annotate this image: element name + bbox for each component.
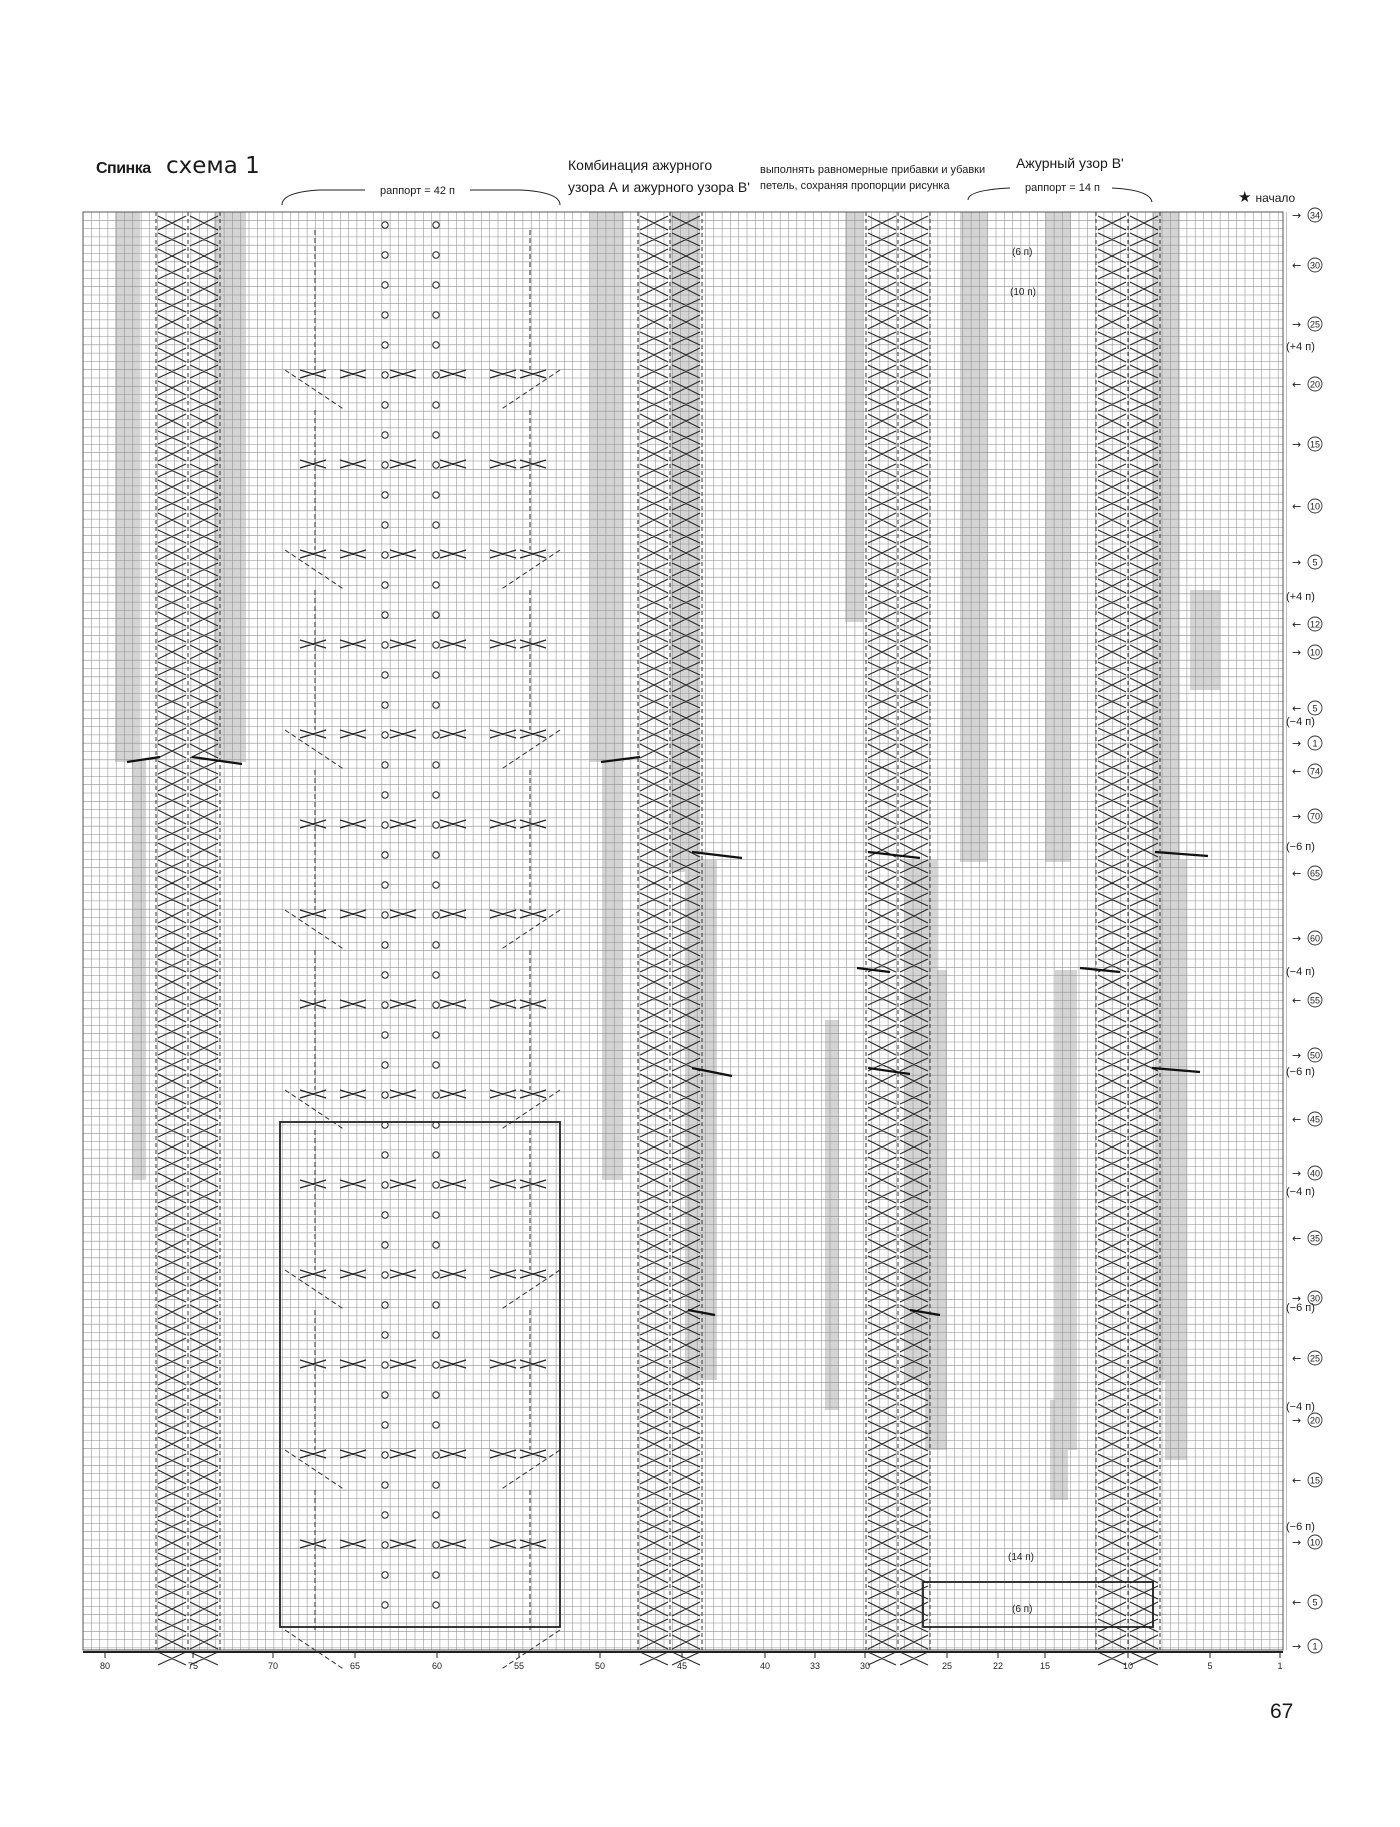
yarn-over-mark	[382, 1242, 388, 1248]
yarn-over-mark	[433, 312, 439, 318]
side-note: (−4 п)	[1286, 1186, 1315, 1198]
row-number: 20	[1309, 379, 1321, 390]
yarn-over-mark	[433, 1212, 439, 1218]
yarn-over-mark	[382, 672, 388, 678]
row-arrow: →	[1292, 737, 1302, 750]
yarn-over-mark	[433, 882, 439, 888]
row-arrow: →	[1292, 438, 1302, 451]
yarn-over-mark	[433, 1602, 439, 1608]
yarn-over-mark	[382, 822, 388, 828]
row-arrow: →	[1292, 1536, 1302, 1549]
row-arrow: ←	[1292, 1352, 1302, 1365]
yarn-over-mark	[433, 1032, 439, 1038]
row-number: 10	[1309, 647, 1321, 658]
side-note: (−6 п)	[1286, 1302, 1315, 1314]
repeat-14-label: раппорт = 14 п	[1025, 182, 1100, 194]
row-arrow: →	[1292, 932, 1302, 945]
column-number: 70	[267, 1661, 279, 1671]
yarn-over-mark	[382, 1182, 388, 1188]
yarn-over-mark	[382, 1272, 388, 1278]
column-number: 80	[99, 1661, 111, 1671]
yarn-over-mark	[382, 222, 388, 228]
yarn-over-mark	[433, 1152, 439, 1158]
row-arrow: ←	[1292, 618, 1302, 631]
row-number: 20	[1309, 1415, 1321, 1426]
yarn-over-mark	[433, 852, 439, 858]
yarn-over-mark	[433, 1542, 439, 1548]
row-number: 30	[1309, 1293, 1321, 1304]
yarn-over-mark	[433, 1422, 439, 1428]
column-number: 65	[349, 1661, 361, 1671]
yarn-over-mark	[433, 732, 439, 738]
yarn-over-mark	[433, 792, 439, 798]
yarn-over-mark	[382, 792, 388, 798]
row-number: 15	[1309, 439, 1321, 450]
row-arrow: →	[1292, 646, 1302, 659]
yarn-over-mark	[382, 1002, 388, 1008]
side-note: (+4 п)	[1286, 591, 1315, 603]
lace-outline	[285, 230, 560, 1670]
side-note: (−4 п)	[1286, 716, 1315, 728]
side-note: (−6 п)	[1286, 841, 1315, 853]
yarn-over-mark	[382, 252, 388, 258]
column-number: 1	[1277, 1661, 1283, 1671]
yarn-over-mark	[382, 1362, 388, 1368]
yarn-over-mark	[433, 972, 439, 978]
repeat-box	[280, 1122, 560, 1627]
combo-line-1: Комбинация ажурного	[568, 157, 713, 173]
repeat-bracket	[968, 188, 1152, 202]
row-number: 30	[1309, 260, 1321, 271]
yarn-over-mark	[382, 1032, 388, 1038]
shaded-band	[1165, 1080, 1187, 1460]
section-title: Спинка	[96, 160, 151, 177]
yarn-over-mark	[433, 672, 439, 678]
row-number: 34	[1309, 210, 1321, 221]
row-number: 74	[1309, 766, 1321, 777]
yarn-over-mark	[433, 1572, 439, 1578]
row-arrow: ←	[1292, 765, 1302, 778]
shaded-band	[685, 860, 717, 1380]
chart-title: схема 1	[166, 153, 260, 179]
side-note: (−6 п)	[1286, 1521, 1315, 1533]
note-line-1: выполнять равномерные прибавки и убавки	[760, 164, 986, 176]
row-arrow: →	[1292, 318, 1302, 331]
shaded-band	[1050, 1400, 1068, 1500]
yarn-over-mark	[382, 762, 388, 768]
row-number: 25	[1309, 1353, 1321, 1364]
start-label: начало	[1255, 191, 1296, 205]
row-number: 12	[1309, 619, 1321, 630]
yarn-over-mark	[382, 642, 388, 648]
row-number: 65	[1309, 868, 1321, 879]
row-number: 70	[1309, 811, 1321, 822]
row-number: 10	[1309, 1537, 1321, 1548]
row-arrow: ←	[1292, 1232, 1302, 1245]
yarn-over-mark	[382, 1602, 388, 1608]
decrease-mark	[868, 852, 920, 858]
row-number: 15	[1309, 1475, 1321, 1486]
yarn-over-mark	[433, 222, 439, 228]
yarn-over-mark	[433, 522, 439, 528]
yarn-over-mark	[433, 1272, 439, 1278]
yarn-over-mark	[433, 1062, 439, 1068]
row-arrow: →	[1292, 1640, 1302, 1653]
yarn-over-mark	[382, 582, 388, 588]
cable-stitches	[158, 216, 186, 1665]
row-arrow: ←	[1292, 1596, 1302, 1609]
column-number: 55	[513, 1661, 525, 1671]
pattern-b-heading: Ажурный узор В'	[1016, 155, 1124, 171]
shaded-band	[1045, 212, 1071, 862]
yarn-over-mark	[382, 1542, 388, 1548]
row-number: 50	[1309, 1050, 1321, 1061]
yarn-over-mark	[382, 1302, 388, 1308]
shaded-band	[115, 212, 140, 762]
yarn-over-mark	[382, 912, 388, 918]
row-arrow: →	[1292, 209, 1302, 222]
shaded-band	[825, 1020, 839, 1410]
shaded-band	[590, 212, 624, 762]
row-arrow: →	[1292, 1049, 1302, 1062]
row-number: 45	[1309, 1114, 1321, 1125]
yarn-over-mark	[382, 1152, 388, 1158]
column-number: 75	[187, 1661, 199, 1671]
shaded-band	[960, 212, 988, 862]
yarn-over-mark	[382, 972, 388, 978]
yarn-over-mark	[433, 1002, 439, 1008]
yarn-over-mark	[382, 432, 388, 438]
inner-count-label: (14 п)	[1008, 1552, 1034, 1563]
note-line-2: петель, сохраняя пропорции рисунка	[760, 180, 950, 192]
column-number: 10	[1122, 1661, 1134, 1671]
row-number: 5	[1312, 703, 1318, 714]
page-number: 67	[1270, 1700, 1294, 1723]
row-number: 25	[1309, 319, 1321, 330]
yarn-over-mark	[382, 1332, 388, 1338]
repeat-bracket	[282, 190, 560, 205]
row-arrow: →	[1292, 1292, 1302, 1305]
yarn-over-mark	[382, 1512, 388, 1518]
yarn-over-mark	[433, 1482, 439, 1488]
yarn-over-mark	[433, 432, 439, 438]
row-number: 55	[1309, 995, 1321, 1006]
yarn-over-mark	[433, 912, 439, 918]
shaded-band	[602, 760, 622, 1180]
yarn-over-mark	[382, 1482, 388, 1488]
column-number: 25	[941, 1661, 953, 1671]
yarn-over-mark	[433, 1452, 439, 1458]
row-number: 40	[1309, 1168, 1321, 1179]
row-arrow: ←	[1292, 702, 1302, 715]
yarn-over-mark	[433, 1242, 439, 1248]
row-arrow: ←	[1292, 867, 1302, 880]
yarn-over-mark	[433, 372, 439, 378]
column-number: 15	[1039, 1661, 1051, 1671]
yarn-over-mark	[382, 522, 388, 528]
row-number: 10	[1309, 501, 1321, 512]
yarn-over-mark	[433, 702, 439, 708]
yarn-over-mark	[433, 342, 439, 348]
yarn-over-mark	[382, 462, 388, 468]
column-number: 45	[676, 1661, 688, 1671]
yarn-over-mark	[382, 372, 388, 378]
column-number: 30	[859, 1661, 871, 1671]
column-number: 40	[759, 1661, 771, 1671]
yarn-over-mark	[382, 1422, 388, 1428]
side-note: (−4 п)	[1286, 966, 1315, 978]
yarn-over-mark	[382, 1392, 388, 1398]
yarn-over-mark	[433, 762, 439, 768]
row-number: 5	[1312, 557, 1318, 568]
yarn-over-mark	[382, 402, 388, 408]
yarn-over-mark	[433, 1392, 439, 1398]
yarn-over-mark	[382, 882, 388, 888]
row-arrow: →	[1292, 810, 1302, 823]
column-number: 22	[992, 1661, 1004, 1671]
side-note: (−6 п)	[1286, 1066, 1315, 1078]
yarn-over-mark	[433, 1182, 439, 1188]
column-number: 50	[594, 1661, 606, 1671]
yarn-over-mark	[433, 252, 439, 258]
decrease-mark	[857, 968, 890, 972]
inner-count-label: (10 п)	[1010, 287, 1036, 298]
row-arrow: →	[1292, 1167, 1302, 1180]
yarn-over-mark	[433, 642, 439, 648]
shaded-band	[1190, 590, 1220, 690]
yarn-over-mark	[382, 612, 388, 618]
yarn-over-mark	[382, 282, 388, 288]
row-number: 5	[1312, 1597, 1318, 1608]
yarn-over-mark	[433, 822, 439, 828]
row-arrow: →	[1292, 1414, 1302, 1427]
row-arrow: ←	[1292, 259, 1302, 272]
yarn-over-mark	[433, 1362, 439, 1368]
yarn-over-mark	[433, 1092, 439, 1098]
shaded-band	[132, 760, 146, 1180]
yarn-over-mark	[433, 282, 439, 288]
row-number: 35	[1309, 1233, 1321, 1244]
yarn-over-mark	[433, 492, 439, 498]
yarn-over-mark	[382, 1062, 388, 1068]
row-arrow: ←	[1292, 378, 1302, 391]
yarn-over-mark	[382, 492, 388, 498]
column-number: 5	[1207, 1661, 1213, 1671]
row-number: 1	[1312, 738, 1318, 749]
yarn-over-mark	[433, 582, 439, 588]
yarn-over-mark	[433, 402, 439, 408]
row-arrow: ←	[1292, 1474, 1302, 1487]
yarn-over-mark	[433, 1302, 439, 1308]
yarn-over-mark	[382, 552, 388, 558]
yarn-over-mark	[433, 1512, 439, 1518]
row-arrow: →	[1292, 556, 1302, 569]
yarn-over-mark	[433, 1332, 439, 1338]
repeat-42-label: раппорт = 42 п	[380, 185, 455, 197]
yarn-over-mark	[382, 852, 388, 858]
column-number: 60	[431, 1661, 443, 1671]
yarn-over-mark	[433, 462, 439, 468]
yarn-over-mark	[382, 1572, 388, 1578]
yarn-over-mark	[382, 312, 388, 318]
column-number: 33	[809, 1661, 821, 1671]
yarn-over-mark	[382, 1092, 388, 1098]
cable-stitches	[190, 216, 218, 1665]
side-note: (+4 п)	[1286, 341, 1315, 353]
row-number: 1	[1312, 1641, 1318, 1652]
chart-grid	[83, 212, 1287, 1650]
side-note: (−4 п)	[1286, 1401, 1315, 1413]
row-arrow: ←	[1292, 994, 1302, 1007]
inner-count-label: (6 п)	[1012, 1604, 1033, 1615]
row-arrow: ←	[1292, 500, 1302, 513]
repeat-box	[923, 1582, 1153, 1627]
row-number: 60	[1309, 933, 1321, 944]
yarn-over-mark	[382, 702, 388, 708]
yarn-over-mark	[433, 612, 439, 618]
yarn-over-mark	[382, 1452, 388, 1458]
yarn-over-mark	[382, 342, 388, 348]
shaded-band	[214, 212, 246, 762]
yarn-over-mark	[382, 732, 388, 738]
combo-line-2: узора А и ажурного узора В'	[568, 179, 750, 195]
row-arrow: ←	[1292, 1113, 1302, 1126]
shaded-band	[1152, 212, 1180, 862]
yarn-over-mark	[433, 942, 439, 948]
cable-stitches	[868, 216, 896, 1665]
star-icon: ★	[1238, 189, 1252, 206]
yarn-over-mark	[382, 942, 388, 948]
yarn-over-mark	[382, 1212, 388, 1218]
yarn-over-mark	[433, 552, 439, 558]
inner-count-label: (6 п)	[1012, 247, 1033, 258]
